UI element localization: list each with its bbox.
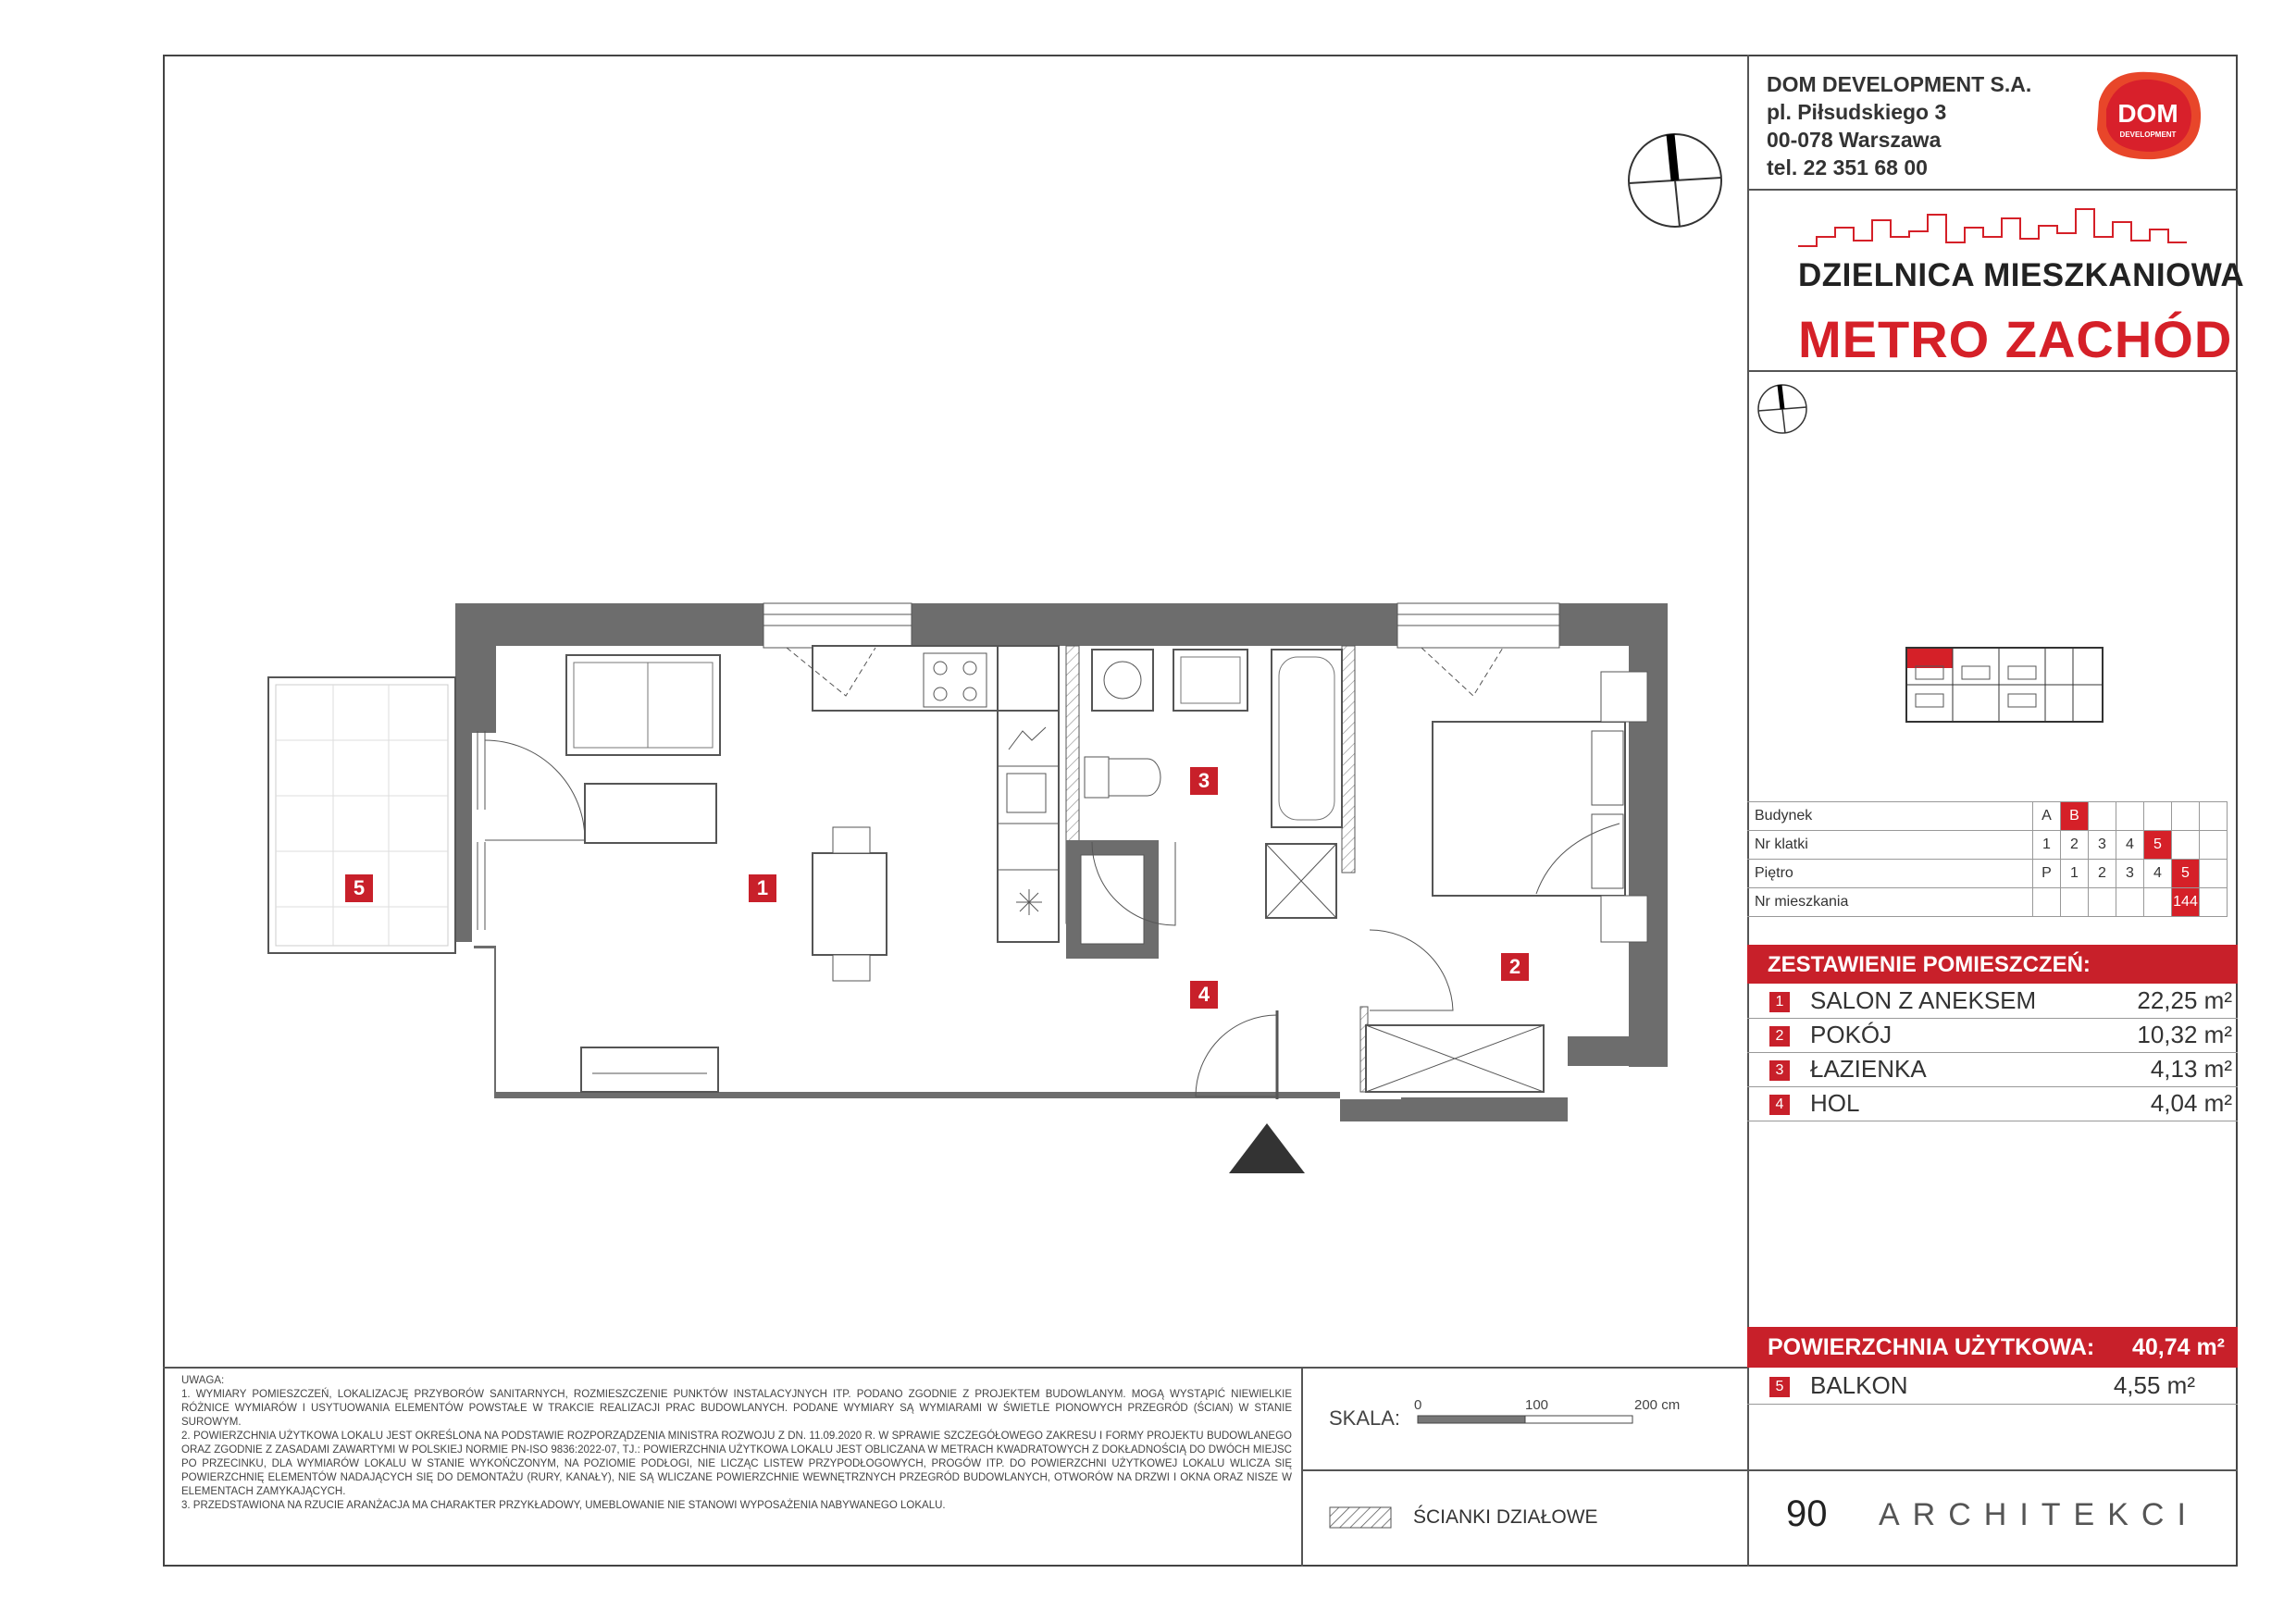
info-label: Nr mieszkania [1747, 888, 2033, 917]
usable-area-bar [1747, 1327, 2238, 1368]
company-city: 00-078 Warszawa [1767, 128, 1942, 152]
balcony-number: 5 [1769, 1377, 1790, 1397]
room-name: POKÓJ [1810, 1021, 1893, 1048]
room-number: 4 [1769, 1095, 1790, 1115]
company-phone: tel. 22 351 68 00 [1767, 155, 1928, 180]
usable-area-label: POWIERZCHNIA UŻYTKOWA: [1768, 1334, 2095, 1360]
info-cell: P [2033, 860, 2061, 888]
plan-label-bedroom: 2 [1501, 953, 1529, 981]
info-cell: B [2061, 802, 2089, 831]
info-row [1747, 860, 2228, 888]
divider [1301, 1469, 2238, 1471]
room-row [1769, 1087, 2232, 1121]
info-cell: 1 [2061, 860, 2089, 888]
info-cell: 2 [2061, 831, 2089, 860]
info-cell: 1 [2033, 831, 2061, 860]
company-name: DOM DEVELOPMENT S.A. [1767, 72, 2032, 96]
project-title-line2: METRO ZACHÓD [1798, 310, 2233, 368]
note-2: 2. POWIERZCHNIA UŻYTKOWA LOKALU JEST OKREŚLONA NA PODSTAWIE ROZPORZĄDZENIA MINISTRA ROZWOJU Z DN. 11.09.2020 R. W SPRAWIE SZCZEGÓŁOWEGO ZAKRESU I FORMY PROJEKTU BUDOWLANEGO ORAZ ZGODNIE Z ZASADAMI ZAWARTYMI W POLSKIEJ NORMIE PN-ISO 9836:2022-07, TJ.: POWIERZCHNIA UŻYTKOWA LOKALU JEST OBLICZANA W METRACH KWADRATOWYCH Z DOKŁADNOŚCIĄ DO DWÓCH MIEJSC PO PRZECINKU, DLA WYMIARÓW LOKALU W STANIE WYKOŃCZONYM, NA POZIOMIE PODŁOGI, NIE LICZĄC LISTEW PRZYPODŁOGOWYCH, PROGÓW ITP. DO POWIERZCHNI UŻYTKOWEJ LOKALU WLICZA SIĘ POWIERZCHNIĘ ELEMENTÓW NADAJĄCYCH SIĘ DO DEMONTAŻU (RURY, KANAŁY), NIE SĄ WLICZANE POWIERZCHNIE WEWNĘTRZNYCH PRZEGRÓD BUDOWLANYCH, OTWORÓW NA DRZWI I OKNA ORAZ NISZE W ELEMENTACH ZAMYKAJĄCYCH. [181, 1431, 1292, 1497]
plan-label-bathroom: 3 [1190, 767, 1218, 795]
entry-threshold [1340, 1092, 1401, 1099]
balcony [268, 677, 455, 953]
info-cell [2033, 888, 2061, 917]
partition-wall-legend-icon [1329, 1506, 1394, 1530]
info-cell [2144, 888, 2172, 917]
info-cell: 3 [2116, 860, 2144, 888]
info-cell [2200, 802, 2228, 831]
north-compass-small-icon [1755, 381, 1810, 437]
washing-machine [1092, 650, 1153, 711]
room-area: 22,25 m² [2137, 986, 2232, 1014]
info-label: Nr klatki [1747, 831, 2033, 860]
scale-tick-100: 100 [1525, 1397, 1549, 1413]
info-cell: 144 [2172, 888, 2200, 917]
bedroom-niche [1568, 1036, 1629, 1066]
info-cell: 3 [2089, 831, 2116, 860]
architect-logo-number: 90 [1786, 1493, 1828, 1534]
room-row [1769, 985, 2232, 1018]
rooms-header: ZESTAWIENIE POMIESZCZEŃ: [1768, 952, 2091, 977]
skyline-icon [1798, 200, 2187, 255]
room-number: 2 [1769, 1026, 1790, 1047]
info-cell [2144, 802, 2172, 831]
logo-subtext: DEVELOPMENT [2119, 130, 2177, 139]
note-1: 1. WYMIARY POMIESZCZEŃ, LOKALIZACJĘ PRZYBORÓW SANITARNYCH, ROZMIESZCZENIE PUNKTÓW INSTALACYJNYCH ITP. PODANO ZGODNIE Z PROJEKTEM BUDOWLANYM. MOGĄ WYSTĄPIĆ NIEWIELKIE RÓŻNICE WYMIARÓW I USYTUOWANIA ELEMENTÓW POWSTAŁE W TRAKCIE REALIZACJI PRAC BUDOWLANYCH. PODANE WYMIARY SĄ WYMIARAMI W ŚWIETLE PIONOWYCH PRZEGRÓD (ŚCIAN) W STANIE SUROWYM. [181, 1389, 1292, 1428]
info-cell: A [2033, 802, 2061, 831]
logo-text: DOM [2117, 99, 2178, 128]
floor-plan [259, 592, 1703, 1184]
info-cell [2172, 802, 2200, 831]
bathroom-sink [1173, 650, 1247, 711]
kitchen-column [998, 646, 1059, 711]
balcony-door-opening [472, 733, 500, 946]
project-title-line1: DZIELNICA MIESZKANIOWA [1798, 257, 2245, 293]
info-row [1747, 802, 2228, 831]
room-number: 1 [1769, 992, 1790, 1012]
plan-label-living-room: 1 [749, 874, 776, 902]
building-key-plan [1897, 638, 2112, 731]
info-cell [2089, 888, 2116, 917]
room-name: HOL [1810, 1089, 1860, 1117]
usable-area-value: 40,74 m² [2131, 1334, 2225, 1360]
info-cell: 5 [2144, 831, 2172, 860]
scale-tick-0: 0 [1414, 1397, 1422, 1413]
coffee-table [585, 784, 716, 843]
room-number: 3 [1769, 1060, 1790, 1081]
dom-development-logo [2090, 65, 2206, 165]
divider [1747, 189, 2238, 191]
info-cell [2089, 802, 2116, 831]
company-info [1767, 70, 2031, 181]
info-cell: 5 [2172, 860, 2200, 888]
apartment-info-table [1747, 801, 2228, 917]
info-cell [2116, 888, 2144, 917]
balcony-name: BALKON [1810, 1371, 1908, 1399]
info-cell [2061, 888, 2089, 917]
legend-label: ŚCIANKI DZIAŁOWE [1413, 1506, 1598, 1528]
north-compass-icon [1624, 130, 1726, 231]
info-cell: 4 [2144, 860, 2172, 888]
room-row [1769, 1019, 2232, 1052]
notes-title: UWAGA: [181, 1375, 225, 1386]
divider [1747, 370, 2238, 372]
room-area: 4,04 m² [2150, 1089, 2232, 1117]
plan-label-hall: 4 [1190, 981, 1218, 1009]
info-cell [2116, 802, 2144, 831]
divider [163, 1367, 1749, 1369]
plan-label-balcony: 5 [345, 874, 373, 902]
info-cell [2172, 831, 2200, 860]
info-cell: 2 [2089, 860, 2116, 888]
scale-tick-200: 200 cm [1634, 1397, 1681, 1413]
info-cell: 4 [2116, 831, 2144, 860]
rooms-header-bar [1747, 945, 2238, 984]
entrance-triangle-icon [1227, 1121, 1307, 1175]
room-row [1769, 1053, 2232, 1086]
balcony-row [1769, 1369, 2195, 1403]
room-area: 10,32 m² [2137, 1021, 2232, 1048]
info-cell [2200, 860, 2228, 888]
tv-cabinet [581, 1047, 718, 1092]
room-name: ŁAZIENKA [1810, 1055, 1927, 1083]
nightstand [1601, 896, 1647, 942]
nightstand [1601, 672, 1647, 722]
notes [181, 1374, 1292, 1513]
room-name: SALON Z ANEKSEM [1810, 986, 2037, 1014]
toilet [1085, 757, 1109, 798]
company-address: pl. Piłsudskiego 3 [1767, 100, 1947, 124]
info-label: Piętro [1747, 860, 2033, 888]
info-row [1747, 888, 2228, 917]
info-label: Budynek [1747, 802, 2033, 831]
divider [1301, 1367, 1303, 1567]
dining-table [813, 853, 887, 955]
info-row [1747, 831, 2228, 860]
partition-wall [1342, 646, 1355, 873]
balcony-area: 4,55 m² [2113, 1371, 2195, 1399]
scale-label: SKALA: [1329, 1406, 1401, 1430]
info-cell [2200, 888, 2228, 917]
divider [1747, 1404, 2238, 1405]
info-cell [2200, 831, 2228, 860]
note-3: 3. PRZEDSTAWIONA NA RZUCIE ARANŻACJA MA CHARAKTER PRZYKŁADOWY, UMEBLOWANIE NIE STANOWI WYPOSAŻENIA NABYWANEGO LOKALU. [181, 1500, 946, 1511]
room-area: 4,13 m² [2150, 1055, 2232, 1083]
architect-name: ARCHITEKCI [1879, 1497, 2199, 1532]
